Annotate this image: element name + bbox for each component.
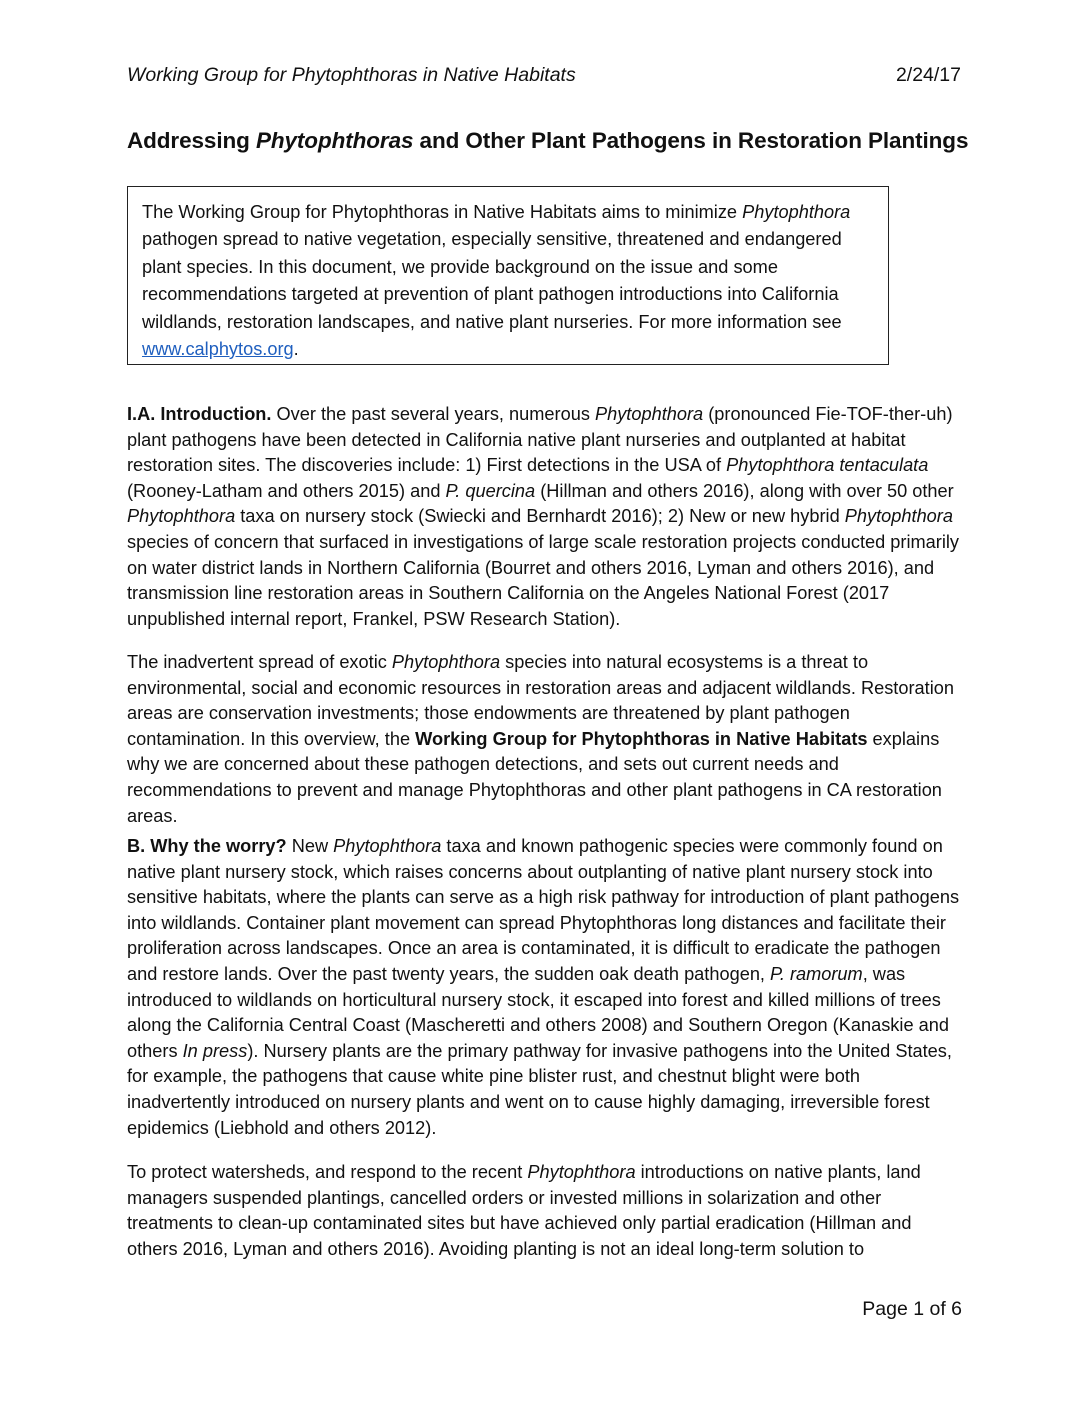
spread-text-3: explains why we are concerned about these pathogen detections, and sets out current needs and recommendations to prevent and manage Phytophthoras and other plant pathogens in CA restoration areas. [127, 728, 942, 826]
why-text-2: taxa and known pathogenic species were commonly found on native plant nursery stock, which raises concerns about outplanting of native plant nursery stock into sensitive habitats, where the plants can serve as a high risk pathway for introduction of plant pathogens into wildlands. Container plant movement can spread Phytophthoras long distances and facilitate their proliferation across landscapes. Once an area is contaminated, it is difficult to eradicate the pathogen and restore lands. Over the past twenty years, the sudden oak death pathogen, [127, 836, 960, 984]
spread-paragraph [127, 650, 967, 829]
summary-text-1: The Working Group for Phytophthoras in Native Habitats aims to minimize [142, 202, 743, 222]
why-text-4: ). Nursery plants are the primary pathway for invasive pathogens into the United States, for example, the pathogens that cause white pine blister rust, and chestnut blight were both inadvertently introduced on nursery plants and went on to cause highly damaging, irreversible forest epidemics (Liebhold and others 2012). [127, 1040, 952, 1138]
intro-italic-5: Phytophthora [844, 506, 953, 527]
why-italic-1: Phytophthora [333, 836, 442, 856]
why-worry-heading: B. Why the worry? [127, 836, 287, 856]
title-italic: Phytophthoras [255, 128, 414, 153]
intro-text-2: (pronounced Fie-TOF-ther-uh) plant pathogens have been detected in California native plant nurseries and outplanted at habitat restoration sites. The discoveries include: 1) First detections in the USA of [127, 404, 953, 476]
calphytos-link[interactable]: www.calphytos.org [142, 339, 294, 360]
title-text-2: and Other Plant Pathogens in Restoration Plantings [413, 128, 969, 153]
intro-text-6: species of concern that surfaced in investigations of large scale restoration projects conducted primarily on water district lands in Northern California (Bourret and others 2016, Lyman and others 2016), and transmission line restoration areas in Southern California on the Angeles National Forest (2017 unpublished internal report, Frankel, PSW Research Station). [127, 531, 959, 629]
why-text-3: , was introduced to wildlands on horticultural nursery stock, it escaped into forest and killed millions of trees along the California Central Coast (Mascheretti and others 2008) and Southern Oregon (Kanaskie and others [127, 963, 949, 1061]
page-header [127, 64, 961, 87]
protect-italic-1: Phytophthora [527, 1162, 636, 1182]
protect-paragraph [127, 1160, 967, 1262]
intro-text-5: taxa on nursery stock (Swiecki and Bernhardt 2016); 2) New or new hybrid [235, 506, 845, 527]
summary-box [127, 186, 889, 365]
intro-text-4: (Hillman and others 2016), along with over 50 other [535, 480, 954, 501]
summary-text-3: . [293, 339, 299, 360]
page-number: Page 1 of 6 [862, 1298, 962, 1320]
intro-text-1: Over the past several years, numerous [271, 404, 595, 424]
intro-italic-3: P. quercina [445, 480, 536, 501]
intro-italic-2: Phytophthora tentaculata [726, 455, 929, 476]
spread-text-1: The inadvertent spread of exotic [127, 652, 392, 672]
why-worry-paragraph [127, 834, 967, 1141]
protect-text-1: To protect watersheds, and respond to the recent [127, 1162, 528, 1182]
title-text-1: Addressing [127, 128, 256, 153]
intro-text-3: (Rooney-Latham and others 2015) and [127, 480, 446, 501]
intro-italic-1: Phytophthora [594, 404, 704, 424]
document-title [127, 128, 967, 154]
why-italic-2: P. ramorum [770, 963, 863, 984]
intro-italic-4: Phytophthora [127, 506, 236, 527]
summary-text-2: pathogen spread to native vegetation, especially sensitive, threatened and endangered plant species. In this document, we provide background on the issue and some recommendations targeted at prevention of plant pathogen introductions into California wildlands, restoration landscapes, and native plant nurseries. For more information see [142, 229, 842, 332]
why-text-1: New [286, 836, 334, 856]
introduction-heading: I.A. Introduction. [127, 404, 272, 424]
protect-text-2: introductions on native plants, land managers suspended plantings, cancelled orders or invested millions in solarization and other treatments to clean-up contaminated sites but have achieved only partial eradication (Hillman and others 2016, Lyman and others 2016). Avoiding planting is not an ideal long-term solution to [127, 1162, 921, 1259]
spread-italic-1: Phytophthora [391, 652, 501, 672]
spread-bold-1: Working Group for Phytophthoras in Native Habitats [415, 728, 868, 749]
header-date: 2/24/17 [895, 64, 961, 86]
summary-italic-1: Phytophthora [742, 202, 851, 222]
header-organization: Working Group for Phytophthoras in Native Habitats [127, 64, 576, 86]
introduction-paragraph [127, 402, 967, 632]
spread-text-2: species into natural ecosystems is a threat to environmental, social and economic resources in restoration areas and adjacent wildlands. Restoration areas are conservation investments; those endowments are threatened by plant pathogen contamination. In this overview, the [127, 652, 954, 749]
why-italic-3: In press [182, 1040, 248, 1061]
